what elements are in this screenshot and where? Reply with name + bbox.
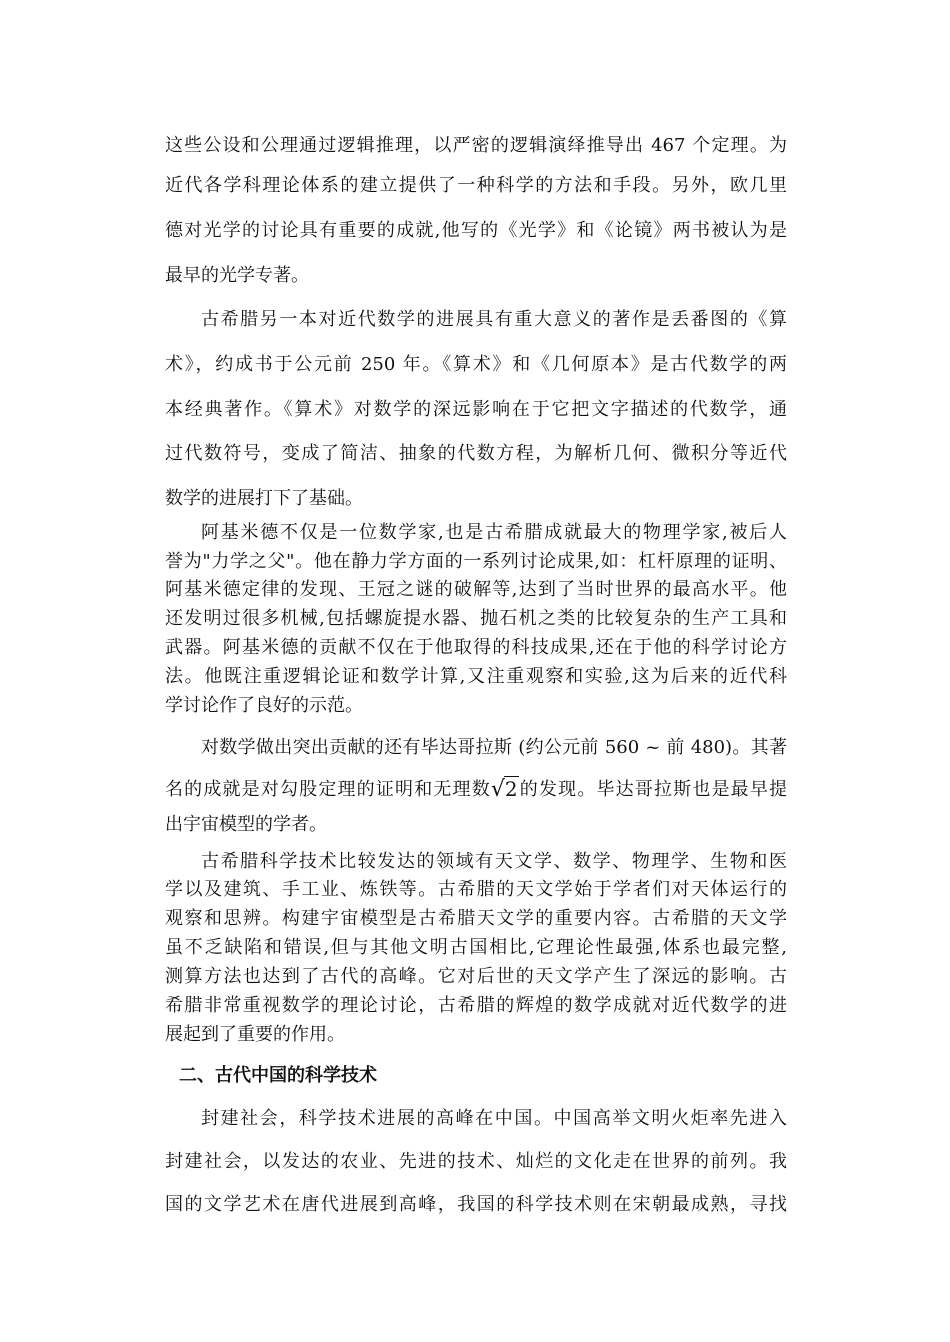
text-line: 这些公设和公理通过逻辑推理，以严密的逻辑演绎推导出 467 个定理。为 xyxy=(165,135,787,156)
text-line: 还发明过很多机械,包括螺旋提水器、抛石机之类的比较复杂的生产工具和 xyxy=(165,608,787,629)
text-line: 展起到了重要的作用。 xyxy=(165,1024,345,1045)
text-line: 古希腊科学技术比较发达的领域有天文学、数学、物理学、生物和医 xyxy=(201,851,787,872)
section-heading: 二、古代中国的科学技术 xyxy=(179,1065,377,1086)
text-line: 近代各学科理论体系的建立提供了一种科学的方法和手段。另外，欧几里 xyxy=(165,175,787,196)
text-line: 封建社会，科学技术进展的高峰在中国。中国高举文明火炬率先进入 xyxy=(201,1108,787,1129)
text-line: 阿基米德不仅是一位数学家,也是古希腊成就最大的物理学家,被后人 xyxy=(201,522,787,543)
text-line: 学以及建筑、手工业、炼铁等。古希腊的天文学始于学者们对天体运行的 xyxy=(165,879,787,900)
sqrt-formula xyxy=(491,779,519,800)
text-segment: 的发现。毕达哥拉斯也是最早提 xyxy=(518,779,788,800)
text-line-with-formula xyxy=(165,776,787,804)
text-line: 誉为"力学之父"。他在静力学方面的一系列讨论成果,如：杠杆原理的证明、 xyxy=(165,551,787,572)
text-line: 对数学做出突出贡献的还有毕达哥拉斯 (约公元前 560 ~ 前 480)。其著 xyxy=(201,737,787,758)
radical-sign: √ xyxy=(490,777,505,802)
text-line: 数学的进展打下了基础。 xyxy=(165,488,363,509)
text-line: 武器。阿基米德的贡献不仅在于他取得的科技成果,还在于他的科学讨论方 xyxy=(165,637,787,658)
text-line: 测算方法也达到了古代的高峰。它对后世的天文学产生了深远的影响。古 xyxy=(165,966,787,987)
text-line: 阿基米德定律的发现、王冠之谜的破解等,达到了当时世界的最高水平。他 xyxy=(165,579,787,600)
text-line: 术》，约成书于公元前 250 年。《算术》和《几何原本》是古代数学的两 xyxy=(165,354,787,375)
text-line: 德对光学的讨论具有重要的成就,他写的《光学》和《论镜》两书被认为是 xyxy=(165,220,787,241)
text-line: 希腊非常重视数学的理论讨论，古希腊的辉煌的数学成就对近代数学的进 xyxy=(165,995,787,1016)
text-line: 国的文学艺术在唐代进展到高峰，我国的科学技术则在宋朝最成熟，寻找 xyxy=(165,1194,787,1215)
radicand: 2 xyxy=(504,777,518,801)
text-line: 学讨论作了良好的示范。 xyxy=(165,695,363,716)
text-line: 最早的光学专著。 xyxy=(165,265,309,286)
text-line: 出宇宙模型的学者。 xyxy=(165,814,327,835)
text-line: 法。他既注重逻辑论证和数学计算,又注重观察和实验,这为后来的近代科 xyxy=(165,666,787,687)
text-line: 虽不乏缺陷和错误,但与其他文明古国相比,它理论性最强,体系也最完整, xyxy=(165,937,787,958)
text-line: 本经典著作。《算术》对数学的深远影响在于它把文字描述的代数学，通 xyxy=(165,399,787,420)
text-line: 封建社会，以发达的农业、先进的技术、灿烂的文化走在世界的前列。我 xyxy=(165,1151,787,1172)
text-line: 过代数符号，变成了简洁、抽象的代数方程，为解析几何、微积分等近代 xyxy=(165,443,787,464)
text-line: 古希腊另一本对近代数学的进展具有重大意义的著作是丢番图的《算 xyxy=(201,309,787,330)
text-segment: 名的成就是对勾股定理的证明和无理数 xyxy=(165,779,491,800)
text-line: 观察和思辨。构建宇宙模型是古希腊天文学的重要内容。古希腊的天文学 xyxy=(165,908,787,929)
